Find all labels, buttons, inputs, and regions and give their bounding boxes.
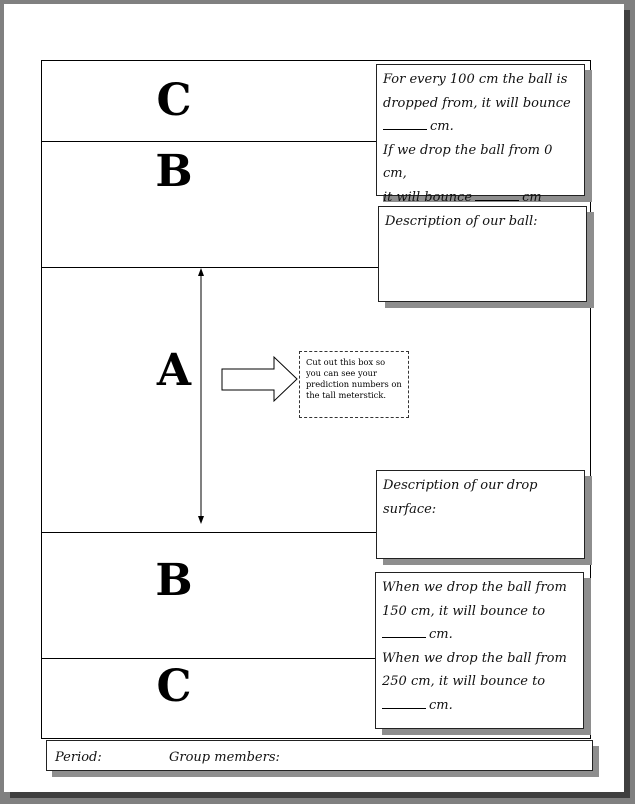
zero-drop-blank[interactable]: [475, 188, 519, 201]
group-members-label: Group members:: [169, 750, 280, 765]
top-prediction-line-1: For every 100 cm the ball is: [383, 72, 568, 87]
bounce-150-blank[interactable]: [382, 625, 426, 638]
top-prediction-line-4: If we drop the ball from 0 cm,: [383, 142, 553, 181]
top-prediction-unit-2: cm: [522, 189, 542, 205]
bottom-prediction-line-2: 150 cm, it will bounce to: [382, 603, 546, 619]
cut-instruction-text: Cut out this box so you can see your prediction numbers on the tall meterstick.: [306, 357, 402, 400]
cut-instruction-box: [299, 351, 409, 418]
zone-letter-top-b: B: [155, 146, 193, 197]
bottom-prediction-line-4: When we drop the ball from: [382, 650, 567, 666]
bottom-prediction-unit-2: cm.: [429, 697, 453, 713]
zone-letter-bottom-c: C: [156, 661, 192, 712]
bottom-prediction-line-1: When we drop the ball from: [382, 580, 567, 595]
top-prediction-line-2: dropped from, it will bounce: [383, 95, 571, 111]
bounce-250-blank[interactable]: [382, 696, 426, 709]
zone-letter-bottom-b: B: [155, 555, 193, 606]
top-prediction-box[interactable]: [376, 64, 585, 205]
bottom-prediction-unit-1: cm.: [429, 627, 453, 642]
period-label: Period:: [55, 750, 102, 765]
bottom-prediction-box[interactable]: [375, 572, 584, 729]
zone-letter-middle-a: A: [156, 345, 192, 396]
ball-description-label: Description of our ball:: [385, 214, 538, 229]
top-prediction-line-5-prefix: it will bounce: [383, 189, 473, 205]
top-prediction-line-3: [383, 115, 578, 139]
surface-description-box[interactable]: [376, 470, 585, 559]
bottom-prediction-line-3: [382, 623, 577, 647]
top-prediction-unit-1: cm.: [430, 119, 454, 134]
ball-description-box[interactable]: [378, 206, 587, 302]
bottom-prediction-line-5: 250 cm, it will bounce to: [382, 674, 546, 689]
bottom-prediction-line-6: [382, 694, 577, 718]
surface-description-line-1: Description of our drop: [383, 478, 538, 493]
zone-letter-top-c: C: [156, 75, 192, 126]
surface-description-line-2: surface:: [383, 501, 437, 517]
footer-box[interactable]: [46, 740, 593, 771]
bounce-rate-blank[interactable]: [383, 117, 427, 130]
